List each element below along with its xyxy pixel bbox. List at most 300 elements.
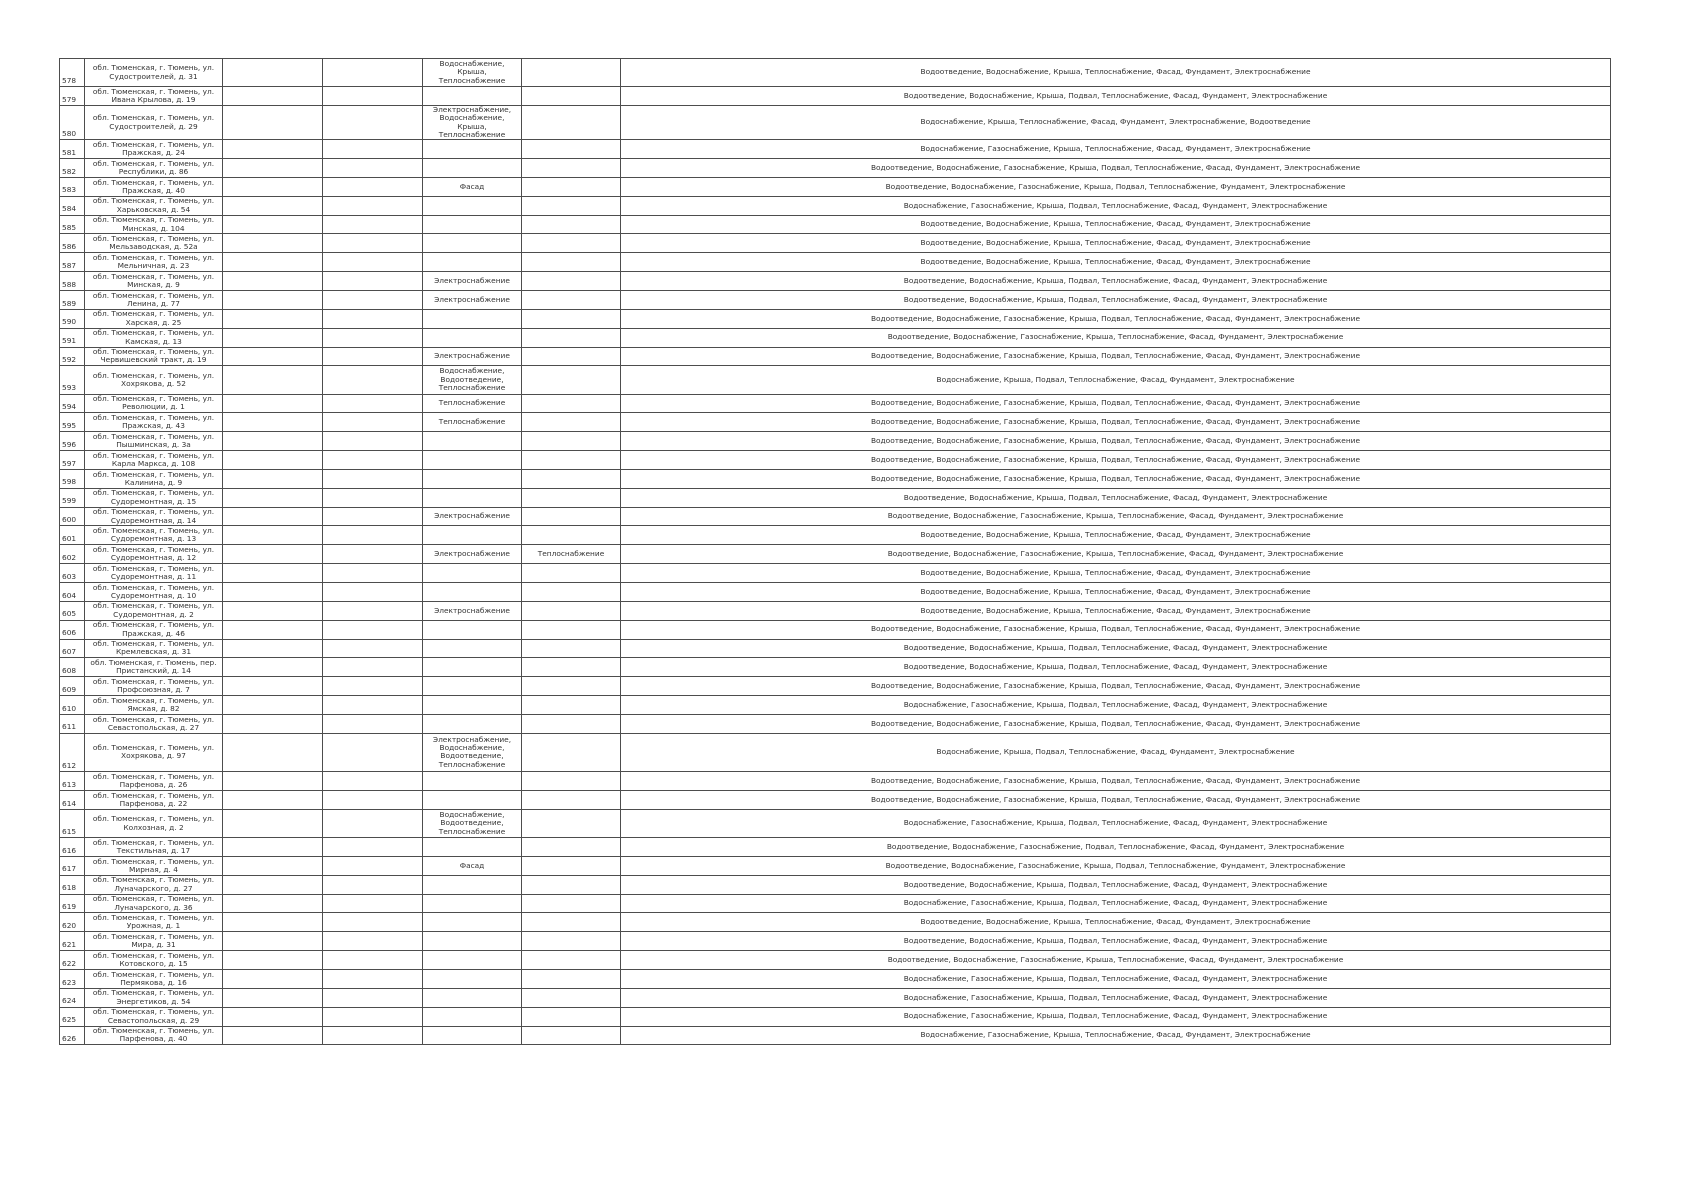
column-4-cell [323, 639, 423, 658]
row-number-cell: 578 [60, 59, 85, 87]
column-6-cell [522, 733, 621, 772]
table-row [60, 970, 1611, 989]
column-4-cell [323, 290, 423, 309]
column-3-cell [223, 620, 323, 639]
column-6-cell [522, 328, 621, 347]
address-cell: обл. Тюменская, г. Тюмень, ул. Калинина, д. 9 [85, 469, 223, 488]
row-number-cell: 620 [60, 913, 85, 932]
works-list-cell: Водоотведение, Водоснабжение, Газоснабжение, Крыша, Подвал, Теплоснабжение, Фундамент, Электроснабжение [621, 856, 1611, 875]
row-number-cell: 588 [60, 272, 85, 291]
column-5-cell [423, 696, 522, 715]
column-4-cell [323, 714, 423, 733]
column-5-cell: Электроснабжение, Водоснабжение, Крыша, Теплоснабжение [423, 106, 522, 140]
column-3-cell [223, 772, 323, 791]
table-row [60, 772, 1611, 791]
column-5-cell [423, 488, 522, 507]
column-4-cell [323, 451, 423, 470]
works-list-cell: Водоотведение, Водоснабжение, Газоснабжение, Крыша, Подвал, Теплоснабжение, Фасад, Фундамент, Электроснабжение [621, 413, 1611, 432]
column-3-cell [223, 366, 323, 394]
column-3-cell [223, 696, 323, 715]
column-6-cell [522, 309, 621, 328]
address-cell: обл. Тюменская, г. Тюмень, ул. Ивана Крылова, д. 19 [85, 87, 223, 106]
address-cell: обл. Тюменская, г. Тюмень, ул. Мирная, д. 4 [85, 856, 223, 875]
address-cell: обл. Тюменская, г. Тюмень, ул. Судоремонтная, д. 13 [85, 526, 223, 545]
column-5-cell: Фасад [423, 856, 522, 875]
column-5-cell [423, 140, 522, 159]
works-list-cell: Водоотведение, Водоснабжение, Крыша, Теплоснабжение, Фасад, Фундамент, Электроснабжение [621, 526, 1611, 545]
table-row [60, 1007, 1611, 1026]
column-6-cell [522, 988, 621, 1007]
table-row [60, 894, 1611, 913]
column-5-cell [423, 913, 522, 932]
table-row [60, 106, 1611, 140]
row-number-cell: 611 [60, 714, 85, 733]
works-list-cell: Водоотведение, Водоснабжение, Газоснабжение, Крыша, Подвал, Теплоснабжение, Фасад, Фундамент, Электроснабжение [621, 432, 1611, 451]
column-5-cell [423, 253, 522, 272]
row-number-cell: 600 [60, 507, 85, 526]
row-number-cell: 596 [60, 432, 85, 451]
table-row [60, 733, 1611, 772]
column-3-cell [223, 809, 323, 837]
column-5-cell [423, 234, 522, 253]
column-6-cell [522, 856, 621, 875]
row-number-cell: 593 [60, 366, 85, 394]
column-5-cell [423, 215, 522, 234]
row-number-cell: 603 [60, 564, 85, 583]
works-list-cell: Водоотведение, Водоснабжение, Газоснабжение, Крыша, Подвал, Теплоснабжение, Фасад, Фундамент, Электроснабжение [621, 714, 1611, 733]
row-number-cell: 624 [60, 988, 85, 1007]
column-5-cell [423, 328, 522, 347]
column-3-cell [223, 469, 323, 488]
table-row [60, 59, 1611, 87]
table-row [60, 791, 1611, 810]
column-6-cell [522, 106, 621, 140]
works-list-cell: Водоснабжение, Газоснабжение, Крыша, Подвал, Теплоснабжение, Фасад, Фундамент, Электроснабжение [621, 696, 1611, 715]
table-row [60, 177, 1611, 196]
column-4-cell [323, 894, 423, 913]
works-list-cell: Водоотведение, Водоснабжение, Крыша, Теплоснабжение, Фасад, Фундамент, Электроснабжение [621, 913, 1611, 932]
address-cell: обл. Тюменская, г. Тюмень, ул. Хохрякова, д. 52 [85, 366, 223, 394]
works-list-cell: Водоотведение, Водоснабжение, Газоснабжение, Крыша, Подвал, Теплоснабжение, Фасад, Фундамент, Электроснабжение [621, 309, 1611, 328]
works-list-cell: Водоотведение, Водоснабжение, Крыша, Теплоснабжение, Фасад, Фундамент, Электроснабжение [621, 215, 1611, 234]
column-3-cell [223, 507, 323, 526]
column-6-cell: Теплоснабжение [522, 545, 621, 564]
column-5-cell [423, 309, 522, 328]
table-body [60, 59, 1611, 1045]
column-3-cell [223, 545, 323, 564]
address-cell: обл. Тюменская, г. Тюмень, ул. Минская, д. 9 [85, 272, 223, 291]
address-cell: обл. Тюменская, г. Тюмень, ул. Судостроителей, д. 31 [85, 59, 223, 87]
column-3-cell [223, 177, 323, 196]
address-cell: обл. Тюменская, г. Тюмень, ул. Текстильная, д. 17 [85, 838, 223, 857]
table-row [60, 309, 1611, 328]
address-cell: обл. Тюменская, г. Тюмень, ул. Парфенова, д. 26 [85, 772, 223, 791]
table-row [60, 413, 1611, 432]
column-4-cell [323, 1007, 423, 1026]
works-list-cell: Водоотведение, Водоснабжение, Газоснабжение, Крыша, Подвал, Теплоснабжение, Фасад, Фундамент, Электроснабжение [621, 451, 1611, 470]
address-cell: обл. Тюменская, г. Тюмень, ул. Луначарского, д. 27 [85, 875, 223, 894]
column-5-cell [423, 564, 522, 583]
column-6-cell [522, 140, 621, 159]
address-cell: обл. Тюменская, г. Тюмень, ул. Революции, д. 1 [85, 394, 223, 413]
table-row [60, 469, 1611, 488]
row-number-cell: 617 [60, 856, 85, 875]
column-6-cell [522, 564, 621, 583]
column-5-cell [423, 582, 522, 601]
column-4-cell [323, 140, 423, 159]
column-6-cell [522, 469, 621, 488]
column-3-cell [223, 488, 323, 507]
column-5-cell: Электроснабжение [423, 545, 522, 564]
address-cell: обл. Тюменская, г. Тюмень, ул. Котовского, д. 15 [85, 951, 223, 970]
address-cell: обл. Тюменская, г. Тюмень, ул. Луначарского, д. 36 [85, 894, 223, 913]
column-5-cell [423, 970, 522, 989]
column-5-cell: Электроснабжение, Водоснабжение, Водоотведение, Теплоснабжение [423, 733, 522, 772]
column-5-cell: Водоснабжение, Крыша, Теплоснабжение [423, 59, 522, 87]
table-row [60, 696, 1611, 715]
column-4-cell [323, 564, 423, 583]
row-number-cell: 585 [60, 215, 85, 234]
row-number-cell: 622 [60, 951, 85, 970]
column-5-cell [423, 951, 522, 970]
column-6-cell [522, 290, 621, 309]
address-cell: обл. Тюменская, г. Тюмень, ул. Энергетиков, д. 54 [85, 988, 223, 1007]
column-3-cell [223, 913, 323, 932]
row-number-cell: 589 [60, 290, 85, 309]
column-5-cell [423, 932, 522, 951]
address-cell: обл. Тюменская, г. Тюмень, ул. Камская, д. 13 [85, 328, 223, 347]
address-cell: обл. Тюменская, г. Тюмень, ул. Мира, д. 31 [85, 932, 223, 951]
table-row [60, 159, 1611, 178]
row-number-cell: 606 [60, 620, 85, 639]
column-4-cell [323, 733, 423, 772]
table-row [60, 347, 1611, 366]
column-5-cell [423, 714, 522, 733]
table-row [60, 488, 1611, 507]
table-row [60, 366, 1611, 394]
column-4-cell [323, 620, 423, 639]
column-3-cell [223, 733, 323, 772]
column-4-cell [323, 106, 423, 140]
column-6-cell [522, 272, 621, 291]
works-list-cell: Водоотведение, Водоснабжение, Газоснабжение, Подвал, Теплоснабжение, Фасад, Фундамент, Электроснабжение [621, 838, 1611, 857]
table-row [60, 932, 1611, 951]
table-row [60, 140, 1611, 159]
column-3-cell [223, 59, 323, 87]
column-3-cell [223, 564, 323, 583]
address-cell: обл. Тюменская, г. Тюмень, ул. Республики, д. 86 [85, 159, 223, 178]
column-4-cell [323, 177, 423, 196]
column-4-cell [323, 413, 423, 432]
column-4-cell [323, 856, 423, 875]
column-5-cell [423, 838, 522, 857]
column-3-cell [223, 1007, 323, 1026]
column-4-cell [323, 791, 423, 810]
column-5-cell [423, 658, 522, 677]
row-number-cell: 613 [60, 772, 85, 791]
column-3-cell [223, 791, 323, 810]
column-5-cell [423, 1026, 522, 1045]
table-row [60, 677, 1611, 696]
column-3-cell [223, 714, 323, 733]
column-4-cell [323, 159, 423, 178]
row-number-cell: 592 [60, 347, 85, 366]
row-number-cell: 599 [60, 488, 85, 507]
row-number-cell: 619 [60, 894, 85, 913]
column-5-cell [423, 196, 522, 215]
column-3-cell [223, 526, 323, 545]
column-5-cell: Электроснабжение [423, 347, 522, 366]
table-row [60, 620, 1611, 639]
column-3-cell [223, 582, 323, 601]
row-number-cell: 579 [60, 87, 85, 106]
column-6-cell [522, 177, 621, 196]
column-3-cell [223, 253, 323, 272]
column-3-cell [223, 196, 323, 215]
column-5-cell: Теплоснабжение [423, 394, 522, 413]
row-number-cell: 609 [60, 677, 85, 696]
works-list-cell: Водоснабжение, Газоснабжение, Крыша, Подвал, Теплоснабжение, Фасад, Фундамент, Электроснабжение [621, 988, 1611, 1007]
table-row [60, 394, 1611, 413]
column-6-cell [522, 488, 621, 507]
column-5-cell [423, 988, 522, 1007]
column-4-cell [323, 932, 423, 951]
address-cell: обл. Тюменская, г. Тюмень, ул. Харская, д. 25 [85, 309, 223, 328]
column-5-cell: Водоснабжение, Водоотведение, Теплоснабжение [423, 366, 522, 394]
table-row [60, 272, 1611, 291]
column-3-cell [223, 1026, 323, 1045]
column-4-cell [323, 215, 423, 234]
column-3-cell [223, 215, 323, 234]
column-6-cell [522, 620, 621, 639]
column-6-cell [522, 432, 621, 451]
column-6-cell [522, 1026, 621, 1045]
table-row [60, 545, 1611, 564]
column-3-cell [223, 234, 323, 253]
works-list-cell: Водоотведение, Водоснабжение, Крыша, Теплоснабжение, Фасад, Фундамент, Электроснабжение [621, 601, 1611, 620]
column-3-cell [223, 932, 323, 951]
row-number-cell: 626 [60, 1026, 85, 1045]
column-6-cell [522, 234, 621, 253]
column-5-cell [423, 1007, 522, 1026]
row-number-cell: 614 [60, 791, 85, 810]
column-6-cell [522, 894, 621, 913]
column-6-cell [522, 714, 621, 733]
address-cell: обл. Тюменская, г. Тюмень, ул. Пражская, д. 40 [85, 177, 223, 196]
column-6-cell [522, 507, 621, 526]
address-cell: обл. Тюменская, г. Тюмень, пер. Пристанский, д. 14 [85, 658, 223, 677]
row-number-cell: 607 [60, 639, 85, 658]
table-row [60, 234, 1611, 253]
works-list-cell: Водоснабжение, Газоснабжение, Крыша, Теплоснабжение, Фасад, Фундамент, Электроснабжение [621, 1026, 1611, 1045]
table-row [60, 328, 1611, 347]
table-row [60, 526, 1611, 545]
column-3-cell [223, 970, 323, 989]
table-row [60, 196, 1611, 215]
column-5-cell [423, 526, 522, 545]
works-list-cell: Водоснабжение, Крыша, Подвал, Теплоснабжение, Фасад, Фундамент, Электроснабжение [621, 366, 1611, 394]
row-number-cell: 616 [60, 838, 85, 857]
column-4-cell [323, 658, 423, 677]
table-row [60, 451, 1611, 470]
column-4-cell [323, 951, 423, 970]
row-number-cell: 581 [60, 140, 85, 159]
address-cell: обл. Тюменская, г. Тюмень, ул. Парфенова, д. 40 [85, 1026, 223, 1045]
address-cell: обл. Тюменская, г. Тюмень, ул. Профсоюзная, д. 7 [85, 677, 223, 696]
column-6-cell [522, 791, 621, 810]
address-cell: обл. Тюменская, г. Тюмень, ул. Ямская, д. 82 [85, 696, 223, 715]
works-list-cell: Водоотведение, Водоснабжение, Газоснабжение, Крыша, Подвал, Теплоснабжение, Фундамент, Электроснабжение [621, 177, 1611, 196]
row-number-cell: 583 [60, 177, 85, 196]
column-3-cell [223, 413, 323, 432]
works-list-cell: Водоотведение, Водоснабжение, Крыша, Подвал, Теплоснабжение, Фасад, Фундамент, Электроснабжение [621, 658, 1611, 677]
column-4-cell [323, 347, 423, 366]
table-row [60, 290, 1611, 309]
column-4-cell [323, 677, 423, 696]
column-5-cell [423, 639, 522, 658]
address-cell: обл. Тюменская, г. Тюмень, ул. Пражская, д. 46 [85, 620, 223, 639]
column-5-cell [423, 451, 522, 470]
address-cell: обл. Тюменская, г. Тюмень, ул. Судоремонтная, д. 10 [85, 582, 223, 601]
column-4-cell [323, 545, 423, 564]
row-number-cell: 595 [60, 413, 85, 432]
column-4-cell [323, 913, 423, 932]
column-6-cell [522, 658, 621, 677]
works-list-cell: Водоснабжение, Газоснабжение, Крыша, Подвал, Теплоснабжение, Фасад, Фундамент, Электроснабжение [621, 970, 1611, 989]
column-3-cell [223, 951, 323, 970]
column-6-cell [522, 526, 621, 545]
column-3-cell [223, 856, 323, 875]
column-3-cell [223, 159, 323, 178]
address-cell: обл. Тюменская, г. Тюмень, ул. Колхозная, д. 2 [85, 809, 223, 837]
column-5-cell [423, 620, 522, 639]
column-4-cell [323, 838, 423, 857]
row-number-cell: 608 [60, 658, 85, 677]
column-6-cell [522, 639, 621, 658]
works-list-cell: Водоотведение, Водоснабжение, Газоснабжение, Крыша, Теплоснабжение, Фасад, Фундамент, Электроснабжение [621, 951, 1611, 970]
address-cell: обл. Тюменская, г. Тюмень, ул. Кремлевская, д. 31 [85, 639, 223, 658]
address-cell: обл. Тюменская, г. Тюмень, ул. Судоремонтная, д. 12 [85, 545, 223, 564]
table-row [60, 951, 1611, 970]
column-6-cell [522, 394, 621, 413]
address-cell: обл. Тюменская, г. Тюмень, ул. Хохрякова, д. 97 [85, 733, 223, 772]
column-3-cell [223, 272, 323, 291]
column-5-cell [423, 677, 522, 696]
works-list-cell: Водоотведение, Водоснабжение, Газоснабжение, Крыша, Теплоснабжение, Фасад, Фундамент, Электроснабжение [621, 507, 1611, 526]
address-cell: обл. Тюменская, г. Тюмень, ул. Карла Маркса, д. 108 [85, 451, 223, 470]
address-cell: обл. Тюменская, г. Тюмень, ул. Пражская, д. 43 [85, 413, 223, 432]
works-list-cell: Водоотведение, Водоснабжение, Крыша, Подвал, Теплоснабжение, Фасад, Фундамент, Электроснабжение [621, 488, 1611, 507]
column-4-cell [323, 772, 423, 791]
works-list-cell: Водоотведение, Водоснабжение, Крыша, Подвал, Теплоснабжение, Фасад, Фундамент, Электроснабжение [621, 875, 1611, 894]
row-number-cell: 615 [60, 809, 85, 837]
column-3-cell [223, 894, 323, 913]
column-4-cell [323, 970, 423, 989]
address-cell: обл. Тюменская, г. Тюмень, ул. Судоремонтная, д. 11 [85, 564, 223, 583]
works-list-cell: Водоотведение, Водоснабжение, Крыша, Теплоснабжение, Фасад, Фундамент, Электроснабжение [621, 59, 1611, 87]
column-4-cell [323, 696, 423, 715]
address-cell: обл. Тюменская, г. Тюмень, ул. Червишевский тракт, д. 19 [85, 347, 223, 366]
column-3-cell [223, 309, 323, 328]
column-4-cell [323, 196, 423, 215]
row-number-cell: 598 [60, 469, 85, 488]
works-list-cell: Водоотведение, Водоснабжение, Газоснабжение, Крыша, Подвал, Теплоснабжение, Фасад, Фундамент, Электроснабжение [621, 159, 1611, 178]
table-row [60, 838, 1611, 857]
column-4-cell [323, 309, 423, 328]
works-list-cell: Водоотведение, Водоснабжение, Крыша, Подвал, Теплоснабжение, Фасад, Фундамент, Электроснабжение [621, 272, 1611, 291]
column-4-cell [323, 394, 423, 413]
column-5-cell [423, 159, 522, 178]
table-row [60, 87, 1611, 106]
column-5-cell [423, 875, 522, 894]
column-4-cell [323, 526, 423, 545]
table-row [60, 658, 1611, 677]
table-row [60, 988, 1611, 1007]
column-5-cell: Водоснабжение, Водоотведение, Теплоснабжение [423, 809, 522, 837]
table-row [60, 507, 1611, 526]
row-number-cell: 605 [60, 601, 85, 620]
column-6-cell [522, 677, 621, 696]
column-3-cell [223, 106, 323, 140]
table-row [60, 564, 1611, 583]
address-cell: обл. Тюменская, г. Тюмень, ул. Харьковская, д. 54 [85, 196, 223, 215]
column-6-cell [522, 913, 621, 932]
works-list-cell: Водоотведение, Водоснабжение, Крыша, Подвал, Теплоснабжение, Фасад, Фундамент, Электроснабжение [621, 639, 1611, 658]
works-list-cell: Водоотведение, Водоснабжение, Крыша, Подвал, Теплоснабжение, Фасад, Фундамент, Электроснабжение [621, 87, 1611, 106]
column-6-cell [522, 838, 621, 857]
works-list-cell: Водоснабжение, Газоснабжение, Крыша, Подвал, Теплоснабжение, Фасад, Фундамент, Электроснабжение [621, 894, 1611, 913]
row-number-cell: 580 [60, 106, 85, 140]
works-list-cell: Водоотведение, Водоснабжение, Крыша, Теплоснабжение, Фасад, Фундамент, Электроснабжение [621, 582, 1611, 601]
column-3-cell [223, 658, 323, 677]
works-list-cell: Водоотведение, Водоснабжение, Крыша, Теплоснабжение, Фасад, Фундамент, Электроснабжение [621, 234, 1611, 253]
column-5-cell [423, 432, 522, 451]
column-4-cell [323, 488, 423, 507]
column-5-cell [423, 894, 522, 913]
works-list-cell: Водоотведение, Водоснабжение, Газоснабжение, Крыша, Подвал, Теплоснабжение, Фасад, Фундамент, Электроснабжение [621, 469, 1611, 488]
row-number-cell: 587 [60, 253, 85, 272]
column-6-cell [522, 875, 621, 894]
column-5-cell [423, 791, 522, 810]
row-number-cell: 602 [60, 545, 85, 564]
works-list-cell: Водоснабжение, Газоснабжение, Крыша, Подвал, Теплоснабжение, Фасад, Фундамент, Электроснабжение [621, 809, 1611, 837]
table-row [60, 1026, 1611, 1045]
address-cell: обл. Тюменская, г. Тюмень, ул. Мельзаводская, д. 52а [85, 234, 223, 253]
address-cell: обл. Тюменская, г. Тюмень, ул. Судоремонтная, д. 2 [85, 601, 223, 620]
table-row [60, 714, 1611, 733]
table-row [60, 601, 1611, 620]
address-cell: обл. Тюменская, г. Тюмень, ул. Судоремонтная, д. 15 [85, 488, 223, 507]
column-4-cell [323, 988, 423, 1007]
column-3-cell [223, 451, 323, 470]
works-list-cell: Водоотведение, Водоснабжение, Газоснабжение, Крыша, Теплоснабжение, Фасад, Фундамент, Электроснабжение [621, 328, 1611, 347]
column-3-cell [223, 347, 323, 366]
works-list-cell: Водоотведение, Водоснабжение, Газоснабжение, Крыша, Подвал, Теплоснабжение, Фасад, Фундамент, Электроснабжение [621, 772, 1611, 791]
column-6-cell [522, 59, 621, 87]
column-6-cell [522, 366, 621, 394]
row-number-cell: 584 [60, 196, 85, 215]
row-number-cell: 586 [60, 234, 85, 253]
column-6-cell [522, 772, 621, 791]
column-4-cell [323, 432, 423, 451]
column-4-cell [323, 87, 423, 106]
column-6-cell [522, 696, 621, 715]
address-cell: обл. Тюменская, г. Тюмень, ул. Ленина, д. 77 [85, 290, 223, 309]
column-3-cell [223, 677, 323, 696]
column-6-cell [522, 159, 621, 178]
column-5-cell: Электроснабжение [423, 507, 522, 526]
column-5-cell [423, 469, 522, 488]
